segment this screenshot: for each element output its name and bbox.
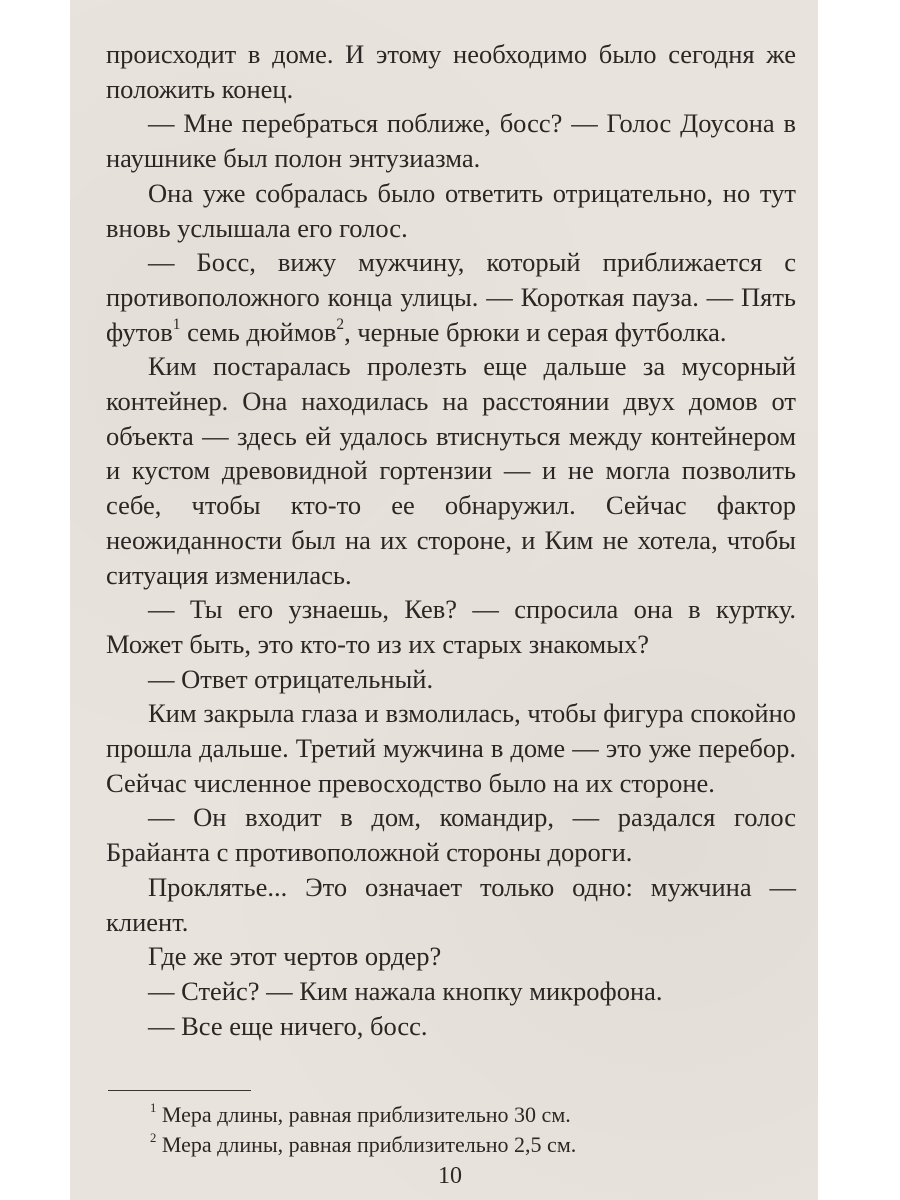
- paragraph: — Он входит в дом, командир, — раздался голос Брайанта с противоположной стороны дороги.: [106, 802, 796, 868]
- footnote-text: Мера длины, равная приблизительно 2,5 см.: [156, 1132, 577, 1157]
- footnotes: [108, 1100, 708, 1160]
- page-body-text: [106, 37, 796, 1043]
- paragraph: — Ты его узнаешь, Кев? — спросила она в куртку. Может быть, это кто-то из их старых знакомых?: [106, 594, 796, 659]
- paragraph: Ким постаралась пролезть еще дальше за мусорный контейнер. Она находилась на расстоянии двух домов от объекта — здесь ей удалось втиснуться между контейнером и кустом древовидной гортензии — и не могла позволить себе, чтобы кто-то ее обнаружил. Сейчас фактор неожиданности был на их стороне, и Ким не хотела, чтобы ситуация изменилась.: [106, 351, 796, 590]
- paragraph: Проклятье... Это означает только одно: мужчина — клиент.: [106, 871, 796, 937]
- footnote-marker: 1: [150, 1100, 157, 1115]
- footnote-text: Мера длины, равная приблизительно 30 см.: [156, 1102, 571, 1127]
- paragraph: Она уже собралась было ответить отрицательно, но тут вновь услышала его голос.: [106, 177, 796, 243]
- footnote-ref: 2: [336, 315, 345, 333]
- paragraph: — Ответ отрицательный.: [148, 663, 434, 694]
- paragraph-text: , черные брюки и серая футболка.: [344, 316, 727, 347]
- paragraph: — Все еще ничего, босс.: [148, 1010, 428, 1041]
- paragraph: Где же этот чертов ордер?: [148, 941, 442, 972]
- paragraph-text: — Босс, вижу мужчину, который приближается с противоположного конца улицы. — Короткая пауза. — Пять футов: [106, 247, 796, 347]
- footnote: [108, 1100, 708, 1130]
- paragraph-text: семь дюймов: [180, 316, 337, 347]
- footnote-ref: 1: [172, 315, 181, 333]
- paragraph: — Мне перебраться поближе, босс? — Голос Доусона в наушнике был полон энтузиазма.: [106, 108, 796, 174]
- paragraph-with-footnote-refs: [106, 245, 796, 349]
- paragraph: происходит в доме. И этому необходимо было сегодня же положить конец.: [106, 39, 796, 104]
- page-number: 10: [438, 1163, 462, 1189]
- footnote: [108, 1130, 708, 1160]
- footnote-marker: 2: [150, 1130, 157, 1145]
- paragraph: — Стейс? — Ким нажала кнопку микрофона.: [148, 975, 663, 1006]
- paragraph: Ким закрыла глаза и взмолилась, чтобы фигура спокойно прошла дальше. Третий мужчина в доме — это уже перебор. Сейчас численное превосходство было на их стороне.: [106, 698, 796, 798]
- footnote-separator: [108, 1090, 251, 1091]
